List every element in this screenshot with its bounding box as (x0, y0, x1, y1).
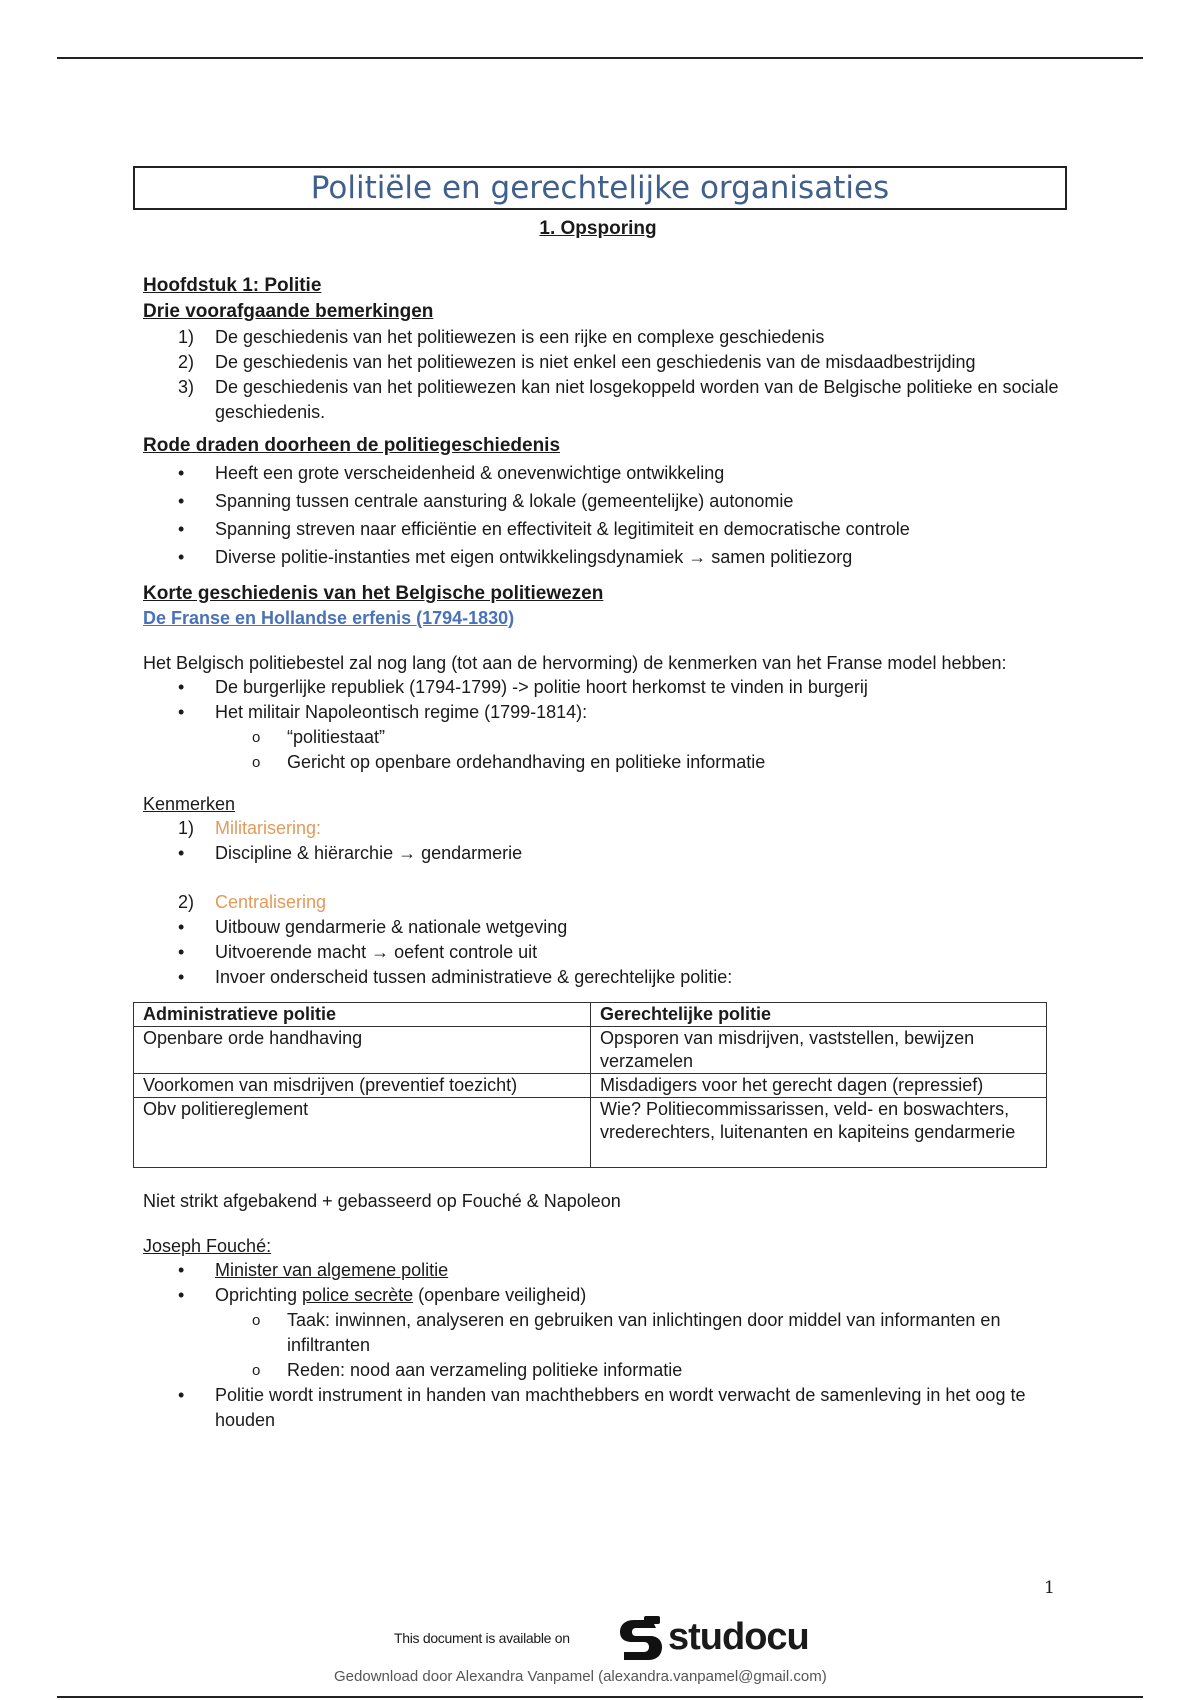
list-item: o “politiestaat” (252, 727, 386, 747)
section-heading-threads: Rode draden doorheen de politiegeschiedenis (143, 435, 561, 456)
feature-1-list (143, 841, 1083, 866)
table-cell: Openbare orde handhaving (134, 1027, 591, 1074)
page-number: 1 (1044, 1578, 1055, 1598)
history-intro: Het Belgisch politiebestel zal nog lang (tot aan de hervorming) de kenmerken van het Franse model hebben: (143, 653, 1007, 673)
top-rule (57, 57, 1143, 59)
list-item: • Het militair Napoleontisch regime (1799-1814): (178, 702, 588, 722)
table-row (134, 1098, 1047, 1168)
table-row (134, 1027, 1047, 1074)
note-text: Niet strikt afgebakend + gebasseerd op Fouché & Napoleon (143, 1191, 621, 1211)
availability-text: This document is available on (394, 1630, 570, 1646)
remark-item: 3) De geschiedenis van het politiewezen kan niet losgekoppeld worden van de Belgische politieke en sociale geschiedenis. (178, 377, 1059, 422)
list-item: • Oprichting police secrète (openbare veiligheid) (178, 1285, 587, 1305)
table-header-row (134, 1003, 1047, 1027)
list-item: o Taak: inwinnen, analyseren en gebruiken van inlichtingen door middel van informanten en infiltranten (252, 1310, 1001, 1355)
section-heading-remarks: Drie voorafgaande bemerkingen (143, 301, 434, 322)
feature-1: 1) Militarisering: (178, 818, 322, 838)
download-credit: Gedownload door Alexandra Vanpamel (alexandra.vanpamel@gmail.com) (334, 1668, 827, 1685)
table-cell: Misdadigers voor het gerecht dagen (repressief) (591, 1074, 1047, 1098)
police-secrete-term: police secrète (302, 1285, 414, 1305)
document-subtitle: 1. Opsporing (539, 218, 657, 239)
list-item: • Minister van algemene politie (178, 1260, 449, 1280)
fouche-label: Joseph Fouché: (143, 1236, 272, 1256)
studocu-brand[interactable]: studocu (668, 1616, 809, 1658)
history-sub-list (143, 725, 1083, 775)
fouche-list (143, 1258, 1083, 1308)
section-heading-history: Korte geschiedenis van het Belgische politiewezen (143, 583, 604, 604)
remarks-list (143, 325, 1083, 425)
features-label: Kenmerken (143, 794, 236, 814)
list-item: • Spanning tussen centrale aansturing & lokale (gemeentelijke) autonomie (178, 491, 794, 511)
table-row (134, 1074, 1047, 1098)
fouche-list-end (143, 1383, 1083, 1433)
table-header: Gerechtelijke politie (591, 1003, 1047, 1027)
list-item: • De burgerlijke republiek (1794-1799) -> politie hoort herkomst te vinden in burgerij (178, 677, 868, 697)
bottom-rule (57, 1696, 1143, 1698)
police-comparison-table (133, 1002, 1047, 1168)
remark-item: 1) De geschiedenis van het politiewezen is een rijke en complexe geschiedenis (178, 327, 825, 347)
feature-1-title: Militarisering: (215, 818, 322, 838)
document-title: Politiële en gerechtelijke organisaties (133, 166, 1067, 210)
feature-2: 2) Centralisering (178, 892, 327, 912)
list-item: • Uitvoerende macht → oefent controle uit (178, 942, 538, 962)
feature-2-title: Centralisering (215, 892, 327, 912)
history-list (143, 675, 1083, 725)
threads-list (143, 459, 1083, 571)
list-item: • Politie wordt instrument in handen van machthebbers en wordt verwacht de samenleving in het oog te houden (178, 1385, 1026, 1430)
remark-item: 2) De geschiedenis van het politiewezen is niet enkel een geschiedenis van de misdaadbestrijding (178, 352, 976, 372)
fouche-sub-list (143, 1308, 1083, 1383)
table-cell: Opsporen van misdrijven, vaststellen, bewijzen verzamelen (591, 1027, 1047, 1074)
list-item: o Reden: nood aan verzameling politieke informatie (252, 1360, 683, 1380)
document-page (143, 166, 1083, 1433)
list-item: • Diverse politie-instanties met eigen ontwikkelingsdynamiek → samen politiezorg (178, 547, 853, 567)
table-cell: Obv politiereglement (134, 1098, 591, 1168)
list-item: • Spanning streven naar efficiëntie en effectiviteit & legitimiteit en democratische controle (178, 519, 910, 539)
studocu-logo-icon[interactable] (614, 1614, 668, 1666)
feature-2-list (143, 915, 1083, 990)
list-item: • Discipline & hiërarchie → gendarmerie (178, 843, 523, 863)
list-item: • Invoer onderscheid tussen administratieve & gerechtelijke politie: (178, 967, 733, 987)
list-item: • Uitbouw gendarmerie & nationale wetgeving (178, 917, 568, 937)
list-item: • Heeft een grote verscheidenheid & onevenwichtige ontwikkeling (178, 463, 725, 483)
chapter-heading: Hoofdstuk 1: Politie (143, 275, 322, 296)
table-header: Administratieve politie (134, 1003, 591, 1027)
period-link[interactable]: De Franse en Hollandse erfenis (1794-1830) (143, 608, 515, 628)
list-item: o Gericht op openbare ordehandhaving en politieke informatie (252, 752, 766, 772)
table-cell: Wie? Politiecommissarissen, veld- en boswachters, vrederechters, luitenanten en kapiteins gendarmerie (591, 1098, 1047, 1168)
table-cell: Voorkomen van misdrijven (preventief toezicht) (134, 1074, 591, 1098)
